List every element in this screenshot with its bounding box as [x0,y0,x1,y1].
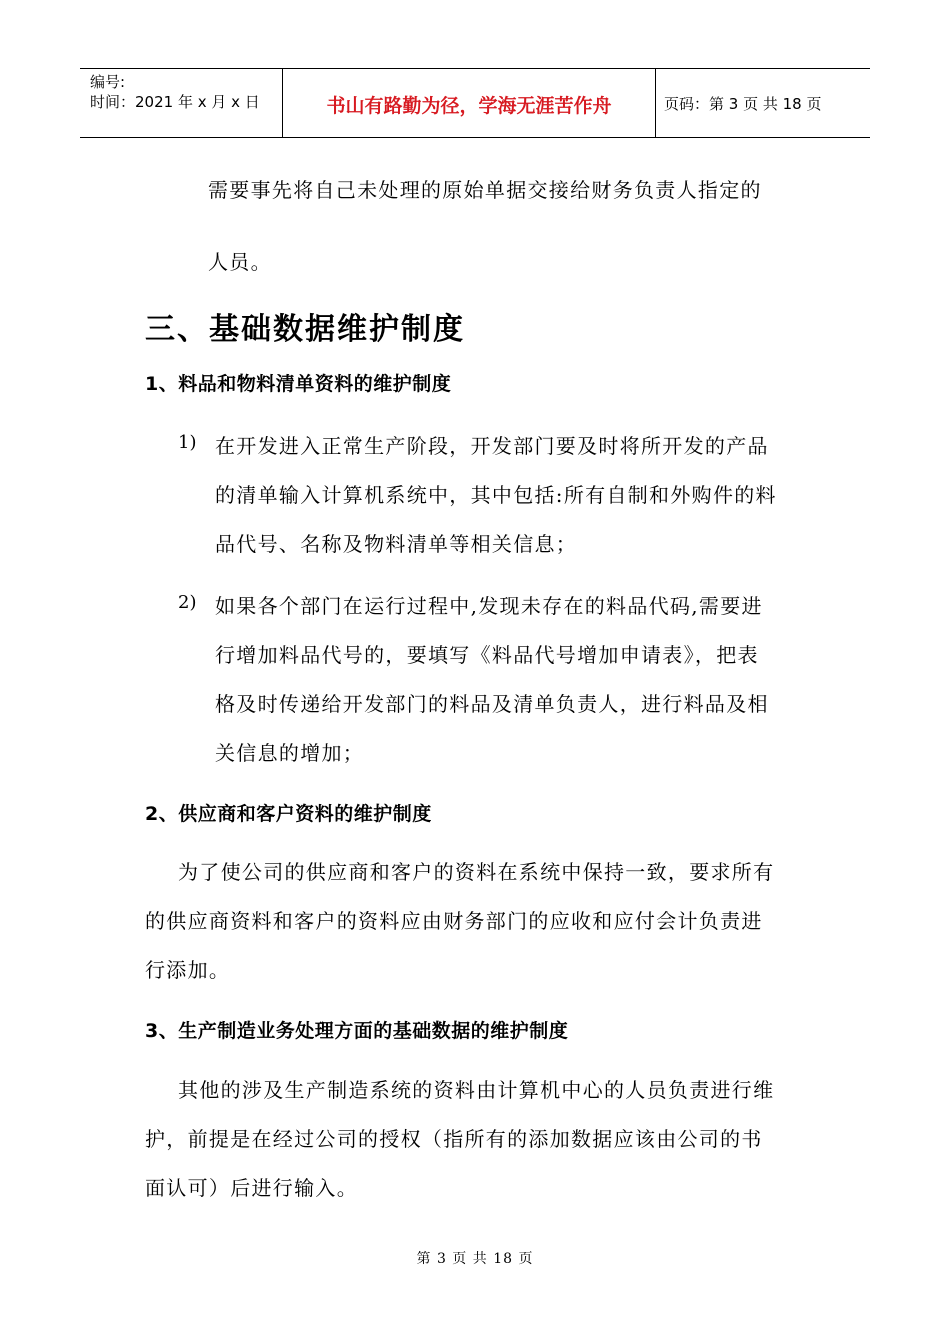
motto-text: 书山有路勤为径，学海无涯苦作舟 [326,95,612,117]
list-item-line: 格及时传递给开发部门的料品及清单负责人，进行料品及相 [215,692,769,716]
section-title: 三、基础数据维护制度 [145,312,465,347]
list-item-line: 行增加料品代号的，要填写《料品代号增加申请表》，把表 [215,643,759,667]
page-code: 页码：第 3 页 共 18 页 [664,95,822,113]
subsection-heading: 1、料品和物料清单资料的维护制度 [145,373,452,395]
subsection-heading: 3、生产制造业务处理方面的基础数据的维护制度 [145,1020,569,1042]
paragraph-line: 为了使公司的供应商和客户的资料在系统中保持一致，要求所有 [178,860,775,884]
header-page-cell [656,69,870,137]
document-date: 时间：2021 年 x 月 x 日 [90,93,260,111]
paragraph-line: 护，前提是在经过公司的授权（指所有的添加数据应该由公司的书 [145,1127,763,1151]
paragraph-line: 其他的涉及生产制造系统的资料由计算机中心的人员负责进行维 [178,1078,775,1102]
paragraph-line: 面认可）后进行输入。 [145,1176,358,1200]
list-item-number: 2) [178,592,197,613]
paragraph-line: 需要事先将自己未处理的原始单据交接给财务负责人指定的 [208,178,762,202]
header-info-cell [80,69,283,137]
header-motto-cell [283,69,656,137]
list-item-line: 品代号、名称及物料清单等相关信息； [215,532,578,556]
list-item-line: 如果各个部门在运行过程中,发现未存在的料品代码,需要进 [215,594,763,618]
list-item-line: 在开发进入正常生产阶段，开发部门要及时将所开发的产品 [215,434,769,458]
list-item-number: 1) [178,432,197,453]
list-item-line: 关信息的增加； [215,741,365,765]
subsection-heading: 2、供应商和客户资料的维护制度 [145,803,432,825]
document-header [80,68,870,138]
document-number-label: 编号: [90,73,126,91]
page-footer: 第 3 页 共 18 页 [416,1251,534,1267]
list-item-line: 的清单输入计算机系统中，其中包括:所有自制和外购件的料 [215,483,777,507]
paragraph-line: 人员。 [208,250,272,274]
paragraph-line: 的供应商资料和客户的资料应由财务部门的应收和应付会计负责进 [145,909,763,933]
paragraph-line: 行添加。 [145,958,231,982]
